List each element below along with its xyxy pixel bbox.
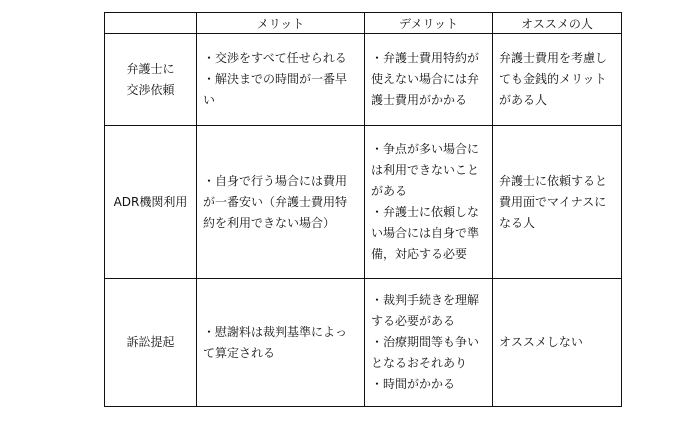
recommend-cell bbox=[493, 279, 622, 407]
table-row bbox=[105, 34, 622, 126]
recommend-line: 費用面でマイナスに bbox=[499, 194, 607, 209]
recommend-line: オススメしない bbox=[499, 335, 583, 349]
demerit-line: ・裁判手続きを理解 bbox=[371, 293, 480, 307]
demerit-line: 護士費用がかかる bbox=[371, 93, 468, 107]
merit-line: 約を利用できない場合） bbox=[203, 215, 336, 230]
demerit-line: 備，対応する必要 bbox=[371, 247, 468, 261]
merit-line: ・自身で行う場合には費用 bbox=[203, 173, 348, 188]
demerit-cell bbox=[365, 279, 493, 407]
demerit-line: ・弁護士費用特約が bbox=[371, 51, 480, 65]
demerit-cell bbox=[365, 34, 493, 126]
demerit-line: い場合には自身で準 bbox=[371, 226, 480, 240]
recommend-cell bbox=[493, 34, 622, 126]
merit-line: ・交渉をすべて任せられる bbox=[203, 51, 347, 65]
merit-cell bbox=[197, 34, 365, 126]
header-row bbox=[105, 13, 622, 34]
row-title-line: ADR機関利用 bbox=[113, 194, 188, 209]
table-row bbox=[105, 279, 622, 407]
merit-line: ・解決までの時間が一番早 bbox=[203, 72, 348, 86]
recommend-cell bbox=[493, 126, 622, 279]
row-title-lawsuit bbox=[105, 279, 197, 407]
demerit-line: する必要がある bbox=[371, 314, 456, 328]
recommend-line: ても金銭的メリット bbox=[499, 72, 607, 86]
header-merit: メリット bbox=[197, 13, 365, 34]
recommend-line: 弁護士に依頼すると bbox=[499, 173, 608, 188]
merit-line: が一番安い（弁護士費用特 bbox=[203, 194, 348, 209]
demerit-line: ・弁護士に依頼しな bbox=[371, 205, 480, 219]
recommend-line: がある人 bbox=[499, 93, 548, 107]
table-row bbox=[105, 126, 622, 279]
merit-line: ・慰謝料は裁判基準によっ bbox=[203, 324, 348, 339]
header-demerit: デメリット bbox=[365, 13, 493, 34]
merit-line: い bbox=[203, 93, 216, 107]
merit-cell bbox=[197, 126, 365, 279]
recommend-line: 弁護士費用を考慮し bbox=[499, 51, 608, 65]
demerit-line: ・時間がかかる bbox=[371, 377, 456, 391]
merit-cell bbox=[197, 279, 365, 407]
recommend-line: なる人 bbox=[499, 215, 536, 230]
header-recommend: オススメの人 bbox=[493, 13, 622, 34]
demerit-line: ・治療期間等も争い bbox=[371, 335, 480, 349]
demerit-line: は利用できないこと bbox=[371, 163, 480, 177]
comparison-table bbox=[104, 12, 622, 407]
header-blank bbox=[105, 13, 197, 34]
demerit-line: がある bbox=[371, 184, 408, 198]
row-title-line: 弁護士に bbox=[126, 61, 175, 76]
row-title-lawyer bbox=[105, 34, 197, 126]
demerit-line: ・争点が多い場合に bbox=[371, 142, 480, 156]
row-title-adr bbox=[105, 126, 197, 279]
demerit-line: となるおそれあり bbox=[371, 356, 468, 370]
row-title-line: 訴訟提起 bbox=[126, 335, 175, 349]
demerit-line: 使えない場合には弁 bbox=[371, 72, 480, 86]
demerit-cell bbox=[365, 126, 493, 279]
row-title-line: 交渉依頼 bbox=[126, 82, 175, 97]
merit-line: て算定される bbox=[203, 345, 276, 360]
